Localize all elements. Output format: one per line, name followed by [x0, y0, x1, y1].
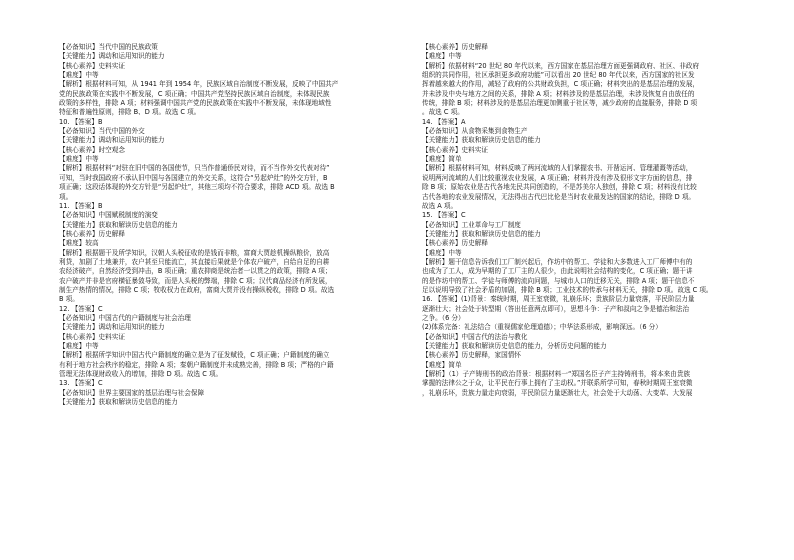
left-column-line: B 项。 [59, 295, 79, 304]
right-column-line: 【核心素养】历史解释 [422, 239, 488, 248]
right-column-line: 【核心素养】史料实证 [422, 145, 488, 154]
right-column-line: 【难度】中等 [422, 52, 462, 61]
right-column-line: 【必备知识】工业革命与工厂制度 [422, 220, 521, 229]
right-column-line: 组织的共同作用，社区承担更多政府功能”可以看出 20 世纪 80 年代以来，西方国家的社区发 [422, 71, 695, 80]
left-column-line: 13. 【答案】C [59, 379, 103, 388]
right-column-line: 说明两河流域的人们比较重视农业发展，A 项正确；材料并没有涉及很形文字方面的信息，排 [422, 173, 693, 182]
right-column-line: 之争。（6 分） [422, 313, 465, 322]
left-column-line: 特征和普遍性原则，排除 B、D 项。故选 C 项。 [59, 108, 201, 117]
left-column-line: 【解析】根据材料可知，从 1941 年到 1954 年，民族区域自治制度不断发展，反映了中国共产 [59, 80, 339, 89]
right-column-line: 【难度】简单 [422, 155, 462, 164]
right-column-line: 【难度】简单 [422, 360, 462, 369]
left-column-line: 【难度】较高 [59, 239, 99, 248]
right-column-line: 【必备知识】中国古代的法治与教化 [422, 332, 528, 341]
left-column-line: 【关键能力】获取和解读历史信息的能力 [59, 220, 178, 229]
right-column-line: 【解析】根据材料可知，材料反映了两河流域的人们掌握农书、开凿运河、管理灌溉等活动， [422, 164, 693, 173]
right-column-line: 除 B 项；原始农业是古代各地先民共同创造的，不是苏美尔人独创，排除 C 项；材料没有比较 [422, 183, 697, 192]
right-column-line: 【关键能力】获取和解读历史信息的能力，分析历史问题的能力 [422, 342, 607, 350]
left-column-line: 【难度】中等 [59, 71, 99, 80]
left-column-line: 【核心素养】史料实证 [59, 61, 125, 70]
left-column-line: 农户破产并非是官府横征暴敛导致，而是人头税的弊端，排除 C 项；汉代商品经济有所发展， [59, 276, 332, 285]
left-column-line: 10. 【答案】B [59, 117, 103, 126]
left-column [59, 43, 391, 407]
left-column-line: 【解析】根据题干及所学知识，汉朝人头税征收的是钱而非粮，富商大贾趁机操纵粮价，放高 [59, 248, 330, 257]
left-column-line: 【关键能力】获取和解读历史信息的能力 [59, 398, 178, 407]
left-column-line: 11. 【答案】B [59, 201, 103, 210]
right-column-line: 。故选 C 项。 [422, 108, 464, 117]
left-column-line: 政策的多样性，排除 A 项；材料强调中国共产党的民族政策在实践中不断发展，未体现地域性 [59, 99, 332, 108]
left-column-line: 【必备知识】中国赋税制度的演变 [59, 211, 158, 220]
left-column-line: 党的民族政策在实践中不断发展，C 项正确；中国共产党坚持民族区域自治制度，未体现民族 [59, 89, 330, 98]
left-column-line: 12. 【答案】C [59, 304, 103, 313]
left-column-line: 制生产热情的情况，排除 C 项；牧收权力在政府，富商大贾并没有操纵税收，排除 D 项。故选 [59, 285, 335, 294]
right-column-line: 逐渐壮大；社会处于转型期（答出任意两点即可），思想斗争：子产和叔向之争是德治和法治 [422, 304, 690, 313]
left-column-line: 【难度】中等 [59, 155, 99, 164]
left-column-line: 【核心素养】时空观念 [59, 145, 125, 154]
right-column-line: 古代各地的农业发展情况，无法得出古代巴比伦是当时农业最发达的国家的结论，排除 D 项。 [422, 192, 696, 201]
right-column-line: 16. 【答案】(1)背景：秦统时期，周王室衰微，礼崩乐坏；贵族阶层力量衰落，平民阶层力量 [422, 295, 695, 304]
left-column-line: 【必备知识】世界主要国家的基层治理与社会保障 [59, 388, 205, 397]
left-column-line: 【难度】中等 [59, 342, 99, 350]
right-column-line: 并未涉及中央与地方之间的关系，排除 A 项；材料涉及的是基层治理，未涉及恢复自由放任的 [422, 89, 695, 98]
right-column-line: 【解析】依据材料“20 世纪 80 年代以来，西方国家在基层治理方面更强调政府、社区、非政府 [422, 61, 700, 70]
left-column-line: 【关键能力】调动和运用知识的能力 [59, 52, 165, 61]
right-column-line: 故选 A 项。 [422, 201, 458, 210]
right-column-line: 也成为了工人，成为早期的了工厂主的人很少，由此说明社会结构的变化，C 项正确；题干讲 [422, 267, 693, 276]
right-column-line: (2)体系完备：礼法结合（重视儒家伦理道德）；中华法系形成，影响深远。（6 分） [422, 323, 662, 332]
left-column-line: 【核心素养】历史解释 [59, 229, 125, 238]
right-column-line: 的是作坊中的帮工、学徒与师傅的流向问题，与城市人口的迁移无关，排除 A 项；题干信息不 [422, 276, 695, 285]
right-column-line: 【核心素养】历史解释，家国情怀 [422, 351, 521, 360]
right-column-line: 【解析】题干信息告诉我们工厂制兴起后，作坊中的帮工、学徒和大多数进入工厂师傅中有的 [422, 257, 693, 266]
left-column-line: 农经济破产，自然经济受到冲击，B 项正确；重农抑商是统治者一以贯之的政策，排除 A 项； [59, 267, 332, 276]
right-column-line: ，礼崩乐坏，贵族力量走向衰弱，平民阶层力量逐渐壮大，社会处于大动荡、大变革、大发展 [422, 388, 693, 397]
right-column-line: 【必备知识】从食物采集到食物生产 [422, 127, 528, 136]
right-column-line: 传统，排除 B 项；材料涉及的是基层治理更加侧重于社区等，减少政府的直接服务，排除 D 项 [422, 99, 698, 108]
left-column-line: 利贷，加剧了土地兼并，农户甚至只能流亡，其直接后果就是个体农户破产，自给自足的自耕 [59, 257, 330, 266]
right-column-line: 14. 【答案】A [422, 117, 466, 126]
right-column-line: 足以说明导致了社会矛盾的加剧，排除 B 项；工业技术的传承与材料无关，排除 D 项。故选 C 项。 [422, 285, 713, 294]
right-column-line: 【关键能力】获取和解读历史信息的能力 [422, 136, 541, 145]
right-column-line: 【核心素养】历史解释 [422, 43, 488, 51]
left-column-line: 项正确；这段话体现的外交方针是“另起炉灶”，其他三项均不符合要求，排除 ACD 项。故选 B [59, 183, 335, 192]
right-column-line: 【难度】中等 [422, 248, 462, 257]
left-column-line: 【关键能力】调动和运用知识的能力 [59, 323, 165, 332]
left-column-line: 【核心素养】史料实证 [59, 332, 125, 341]
left-column-line: 【必备知识】当代中国的民族政策 [59, 43, 158, 51]
right-column [422, 43, 755, 398]
left-column-line: 【解析】根据材料“对驻在旧中国的各国使节，只当作普通侨民对待，而不当作外交代表对待” [59, 164, 330, 173]
left-column-line: 有利于地方社会秩序的稳定，排除 A 项；秦朝户籍制度并未成熟完善，排除 B 项；严格的户籍 [59, 360, 334, 369]
left-column-line: 【必备知识】当代中国的外交 [59, 127, 145, 136]
left-column-line: 【解析】根据所学知识中国古代户籍制度的确立是为了征发赋役，C 项正确；户籍制度的确立 [59, 351, 330, 360]
left-column-line: 可知，当时我国政府不承认旧中国与各国建立的外交关系，这符合“另起炉灶”的外交方针，B [59, 173, 328, 182]
left-column-line: 管理无法体现财政收入的增加，排除 D 项。故选 C 项。 [59, 370, 223, 379]
left-column-line: 【关键能力】调动和运用知识的能力 [59, 136, 165, 145]
left-column-line: 【必备知识】中国古代的户籍制度与社会治理 [59, 313, 191, 322]
right-column-line: 挥着越来越大的作用，减轻了政府的公共财政负担，C 项正确；材料突出的是基层治理的发展， [422, 80, 700, 89]
left-column-line: 项。 [59, 192, 73, 201]
right-column-line: 【解析】（1）子产铸刑书的政治背景：根据材料一“郑国名臣子产主持铸刑书，将本来由贵族 [422, 370, 691, 379]
right-column-line: 掌握的法律公之于众，让平民在行事上拥有了主动权。”并联系所学可知，春秋时期周王室衰微 [422, 379, 693, 388]
right-column-line: 15. 【答案】C [422, 211, 466, 220]
right-column-line: 【关键能力】获取和解读历史信息的能力 [422, 229, 541, 238]
